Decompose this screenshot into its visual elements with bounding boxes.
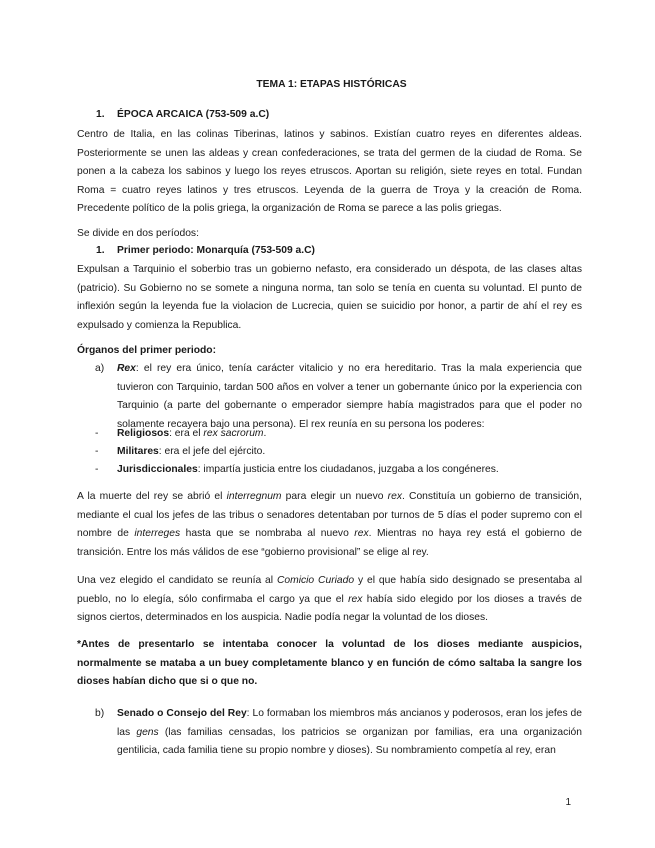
auspicios-note: *Antes de presentarlo se intentaba conocer la voluntad de los dioses mediante auspicios, normalmente se mataba a un buey completamente blanco y en función de cómo saltaba la sangre los dioses habían dicho que si o que no.: [77, 639, 582, 688]
divide-text: Se divide en dos períodos:: [77, 228, 199, 239]
text-run: Una vez elegido el candidato se reunía al: [77, 575, 277, 586]
period-paragraph: Expulsan a Tarquinio el soberbio tras un gobierno nefasto, era considerado un déspota, de las clases altas (patricio). Su Gobierno no se somete a ninguna norma, tan solo se tenía en cuenta su voluntad. El punto de inflexión según la leyenda fue la violacion de Lucrecia, quien se suicidio por honor, a partir de ahí el rey es expulsado y comienza la Republica.: [77, 264, 582, 331]
power-dash: -: [95, 428, 99, 439]
interregnum-paragraph: [77, 488, 582, 562]
list-marker-a: a): [95, 363, 105, 374]
italic-term: rex: [348, 593, 363, 605]
power-italic: rex sacrorum: [203, 428, 264, 439]
text-run: . Mientras no haya rey está el gobierno de transición. Entre los más válidos de ese “gobierno provisional” se elige al rey.: [77, 528, 582, 558]
italic-term: Comicio Curiado: [276, 575, 355, 586]
rex-term: Rex: [117, 363, 136, 374]
text-run: había sido elegido por los dioses a través de signos ciertos, determinados en los auspicia. Nadie podía negar la voluntad de los dioses.: [77, 593, 582, 624]
power-text: : era el jefe del ejército.: [158, 446, 266, 457]
rex-text: : el rey era único, tenía carácter vitalicio y no era hereditario. Tras la mala experiencia que tuvieron con Tarquinio, tardan 500 años en volver a tener un gobernante único por la experiencia con Tarquinio (a parte del gobernante o emperador siempre había magistrados para que el poder no solamente recayera bajo una persona). El rex reunía en su persona los poderes:: [117, 363, 582, 430]
senado-term: Senado o Consejo del Rey: [117, 708, 247, 719]
text-run: para elegir un nuevo: [281, 491, 388, 502]
italic-term: rex: [387, 491, 402, 502]
power-militares: [117, 443, 265, 462]
power-term: Religiosos: [117, 428, 170, 439]
power-text-after: .: [263, 428, 267, 439]
period-heading-number: 1.: [96, 245, 105, 256]
text-run: . Constituía un gobierno de transición, mediante el cual los jefes de las tribus o senadores detentaban por turnos de 5 días el poder supremo con el nombre de: [77, 491, 582, 540]
text-run: A la muerte del rey se abrió el: [77, 491, 227, 502]
power-religiosos: [117, 425, 266, 444]
power-term: Jurisdiccionales: [117, 464, 198, 475]
power-text: : era el: [169, 428, 204, 439]
power-term: Militares: [117, 446, 159, 457]
power-jurisdiccionales: [117, 461, 499, 480]
period-heading: Primer periodo: Monarquía (753-509 a.C): [117, 245, 315, 256]
power-text: : impartía justicia entre los ciudadanos, juzgaba a los congéneres.: [197, 464, 499, 475]
text-run: (las familias censadas, los patricios se organizan por familias, era una organización gentilicia, cada familia tiene su propio nombre y dioses). Su nombramiento competía al rey, eran: [117, 726, 582, 757]
section-heading: ÉPOCA ARCAICA (753-509 a.C): [117, 109, 270, 120]
text-run: y el que había sido designado se presentaba al pueblo, no lo elegía, sólo confirmaba el cargo ya que el: [77, 575, 582, 605]
page-title: TEMA 1: ETAPAS HISTÓRICAS: [256, 79, 407, 90]
list-marker-b: b): [95, 708, 105, 719]
power-dash: -: [95, 464, 99, 475]
text-run: hasta que se nombraba al nuevo: [180, 528, 355, 540]
page-number: 1: [565, 797, 571, 808]
italic-term: interreges: [134, 528, 181, 540]
rex-item: [117, 360, 582, 434]
italic-term: gens: [136, 726, 159, 738]
text-run: : Lo formaban los miembros más ancianos y poderosos, eran los jefes de las: [117, 708, 582, 738]
senado-item: [117, 705, 582, 761]
organos-heading: Órganos del primer periodo:: [77, 345, 217, 356]
power-dash: -: [95, 446, 99, 457]
italic-term: interregnum: [226, 491, 282, 502]
italic-term: rex: [354, 528, 369, 540]
section-heading-number: 1.: [96, 109, 105, 120]
comicio-paragraph: [77, 572, 582, 628]
section-paragraph: Centro de Italia, en las colinas Tiberinas, latinos y sabinos. Existían cuatro reyes en diferentes aldeas. Posteriormente se unen las aldeas y crean confederaciones, se trata del germen de la ciudad de Roma. Se ponen a la cabeza los sabinos y luego los reyes etruscos. Aportan su religión, siete reyes en total. Fundan Roma = cuatro reyes latinos y tres etruscos. Leyenda de la guerra de Troya y la creación de Roma. Precedente político de la polis griega, la organización de Roma se parece a las polis griegas.: [77, 129, 582, 215]
